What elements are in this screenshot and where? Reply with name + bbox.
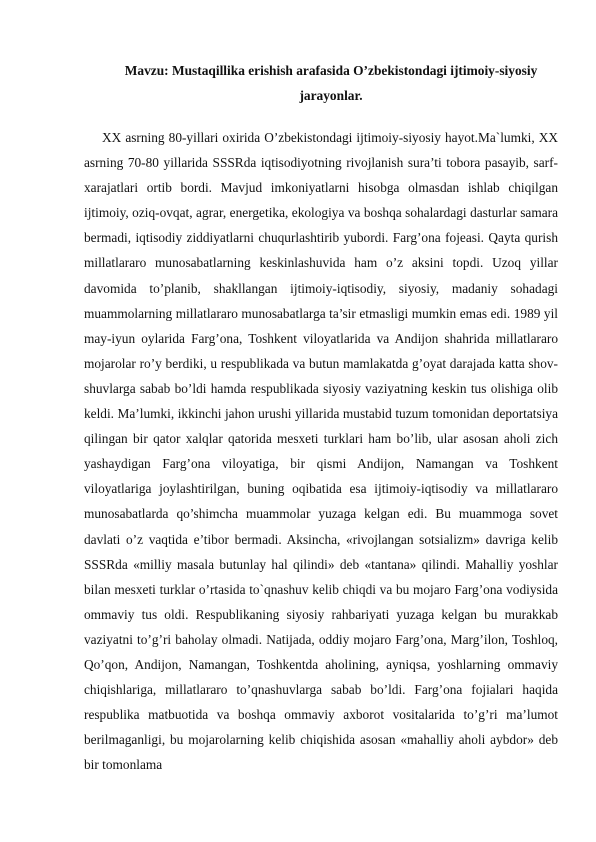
body-paragraph: XX asrning 80-yillari oxirida O’zbekistondagi ijtimoiy-siyosiy hayot.Ma`lumki, XX asrning 70-80 yillarida SSSRda iqtisodiyotning rivojlanish sura’ti tobora pasayib, sarf-xarajatlari ortib bordi. Mavjud imkoniyatlarni hisobga olmasdan ishlab chiqilgan ijtimoiy, oziq-ovqat, agrar, energetika, ekologiya va boshqa sohalardagi dasturlar samara bermadi, iqtisodiy ziddiyatlarni chuqurlashtirib yubordi. Farg’ona fojeasi. Qayta qurish millatlararo munosabatlarning keskinlashuvida ham o’z aksini topdi. Uzoq yillar davomida to’planib, shakllangan ijtimoiy-iqtisodiy, siyosiy, madaniy sohadagi muammolarning millatlararo munosabatlarga ta’sir etmasligi mumkin emas edi. 1989 yil may-iyun oylarida Farg’ona, Toshkent viloyatlarida va Andijon shahrida millatlararo mojarolar ro’y berdiki, u respublikada va butun mamlakatda g’oyat darajada katta shov-shuvlarga sabab bo’ldi hamda respublikada siyosiy vaziyatning keskin tus olishiga olib keldi. Ma’lumki, ikkinchi jahon urushi yillarida mustabid tuzum tomonidan deportatsiya qilingan bir qator xalqlar qatorida mesxeti turklari ham bo’lib, ular asosan aholi zich yashaydigan Farg’ona viloyatiga, bir qismi Andijon, Namangan va Toshkent viloyatlariga joylashtirilgan, buning oqibatida esa ijtimoiy-iqtisodiy va millatlararo munosabatlarda qo’shimcha muammolar yuzaga kelgan edi. Bu muammoga sovet davlati o’z vaqtida e’tibor bermadi. Aksincha, «rivojlangan sotsializm» davriga kelib SSSRda «milliy masala butunlay hal qilindi» deb «tantana» qilindi. Mahalliy yoshlar bilan mesxeti turklar o’rtasida to`qnashuv kelib chiqdi va bu mojaro Farg’ona vodiysida ommaviy tus oldi. Respublikaning siyosiy rahbariyati yuzaga kelgan bu murakkab vaziyatni to’g’ri baholay olmadi. Natijada, oddiy mojaro Farg’ona, Marg’ilon, Toshloq, Qo’qon, Andijon, Namangan, Toshkentda aholining, ayniqsa, yoshlarning ommaviy chiqishlariga, millatlararo to’qnashuvlarga sabab bo’ldi. Farg’ona fojialari haqida respublika matbuotida va boshqa ommaviy axborot vositalarida to’g’ri ma’lumot berilmaganligi, bu mojarolarning kelib chiqishida asosan «mahalliy aholi aybdor» deb bir tomonlama (84, 130, 558, 773)
document-title: Mavzu: Mustaqillika erishish arafasida O’zbekistondagi ijtimoiy-siyosiy jarayonlar. (124, 63, 538, 103)
